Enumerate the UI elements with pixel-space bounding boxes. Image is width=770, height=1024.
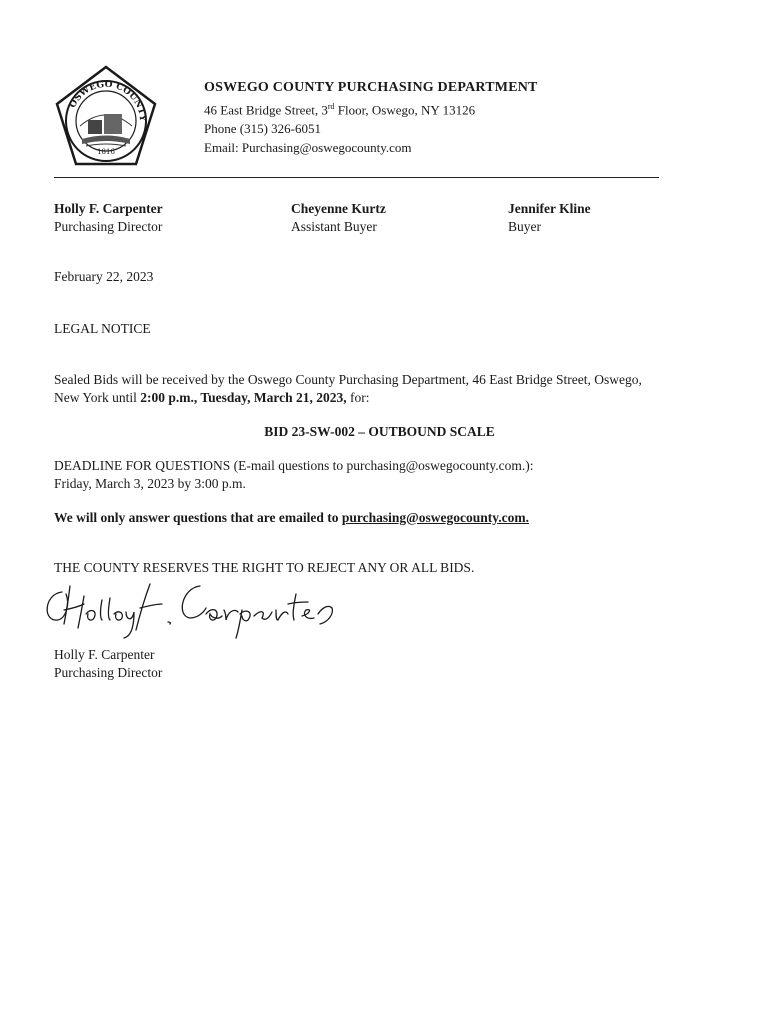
department-name: OSWEGO COUNTY PURCHASING DEPARTMENT [204, 80, 538, 95]
letterhead [204, 78, 538, 157]
signer-block [54, 646, 162, 682]
bid-title: BID 23-SW-002 – OUTBOUND SCALE [264, 424, 495, 439]
seal-year: 1816 [97, 148, 115, 156]
notice-date: February 22, 2023 [54, 269, 154, 284]
signer-name: Holly F. Carpenter [54, 647, 155, 662]
county-seal-icon [52, 64, 160, 172]
reservation-statement: THE COUNTY RESERVES THE RIGHT TO REJECT ANY OR ALL BIDS. [54, 560, 475, 575]
staff-assistant-buyer: Cheyenne Kurtz Assistant Buyer [291, 201, 386, 234]
signer-title: Purchasing Director [54, 665, 163, 680]
staff-buyer: Jennifer Kline Buyer [508, 201, 591, 234]
seal-lettering: OSWEGO COUNTY [68, 79, 148, 122]
questions-deadline: DEADLINE FOR QUESTIONS (E-mail questions to purchasing@oswegocounty.com.): Friday, March 3, 2023 by 3:00 p.m. [54, 458, 534, 491]
handwritten-signature [40, 574, 340, 642]
purchasing-email-link[interactable]: purchasing@oswegocounty.com. [341, 510, 529, 525]
notice-intro: Sealed Bids will be received by the Oswego County Purchasing Department, 46 East Bridge Street, Oswego, New York until 2:00 p.m., Tuesday, March 21, 2023, for: [54, 372, 642, 405]
email-note: We will only answer questions that are emailed to purchasing@oswegocounty.com. [54, 510, 529, 525]
notice-heading: LEGAL NOTICE [54, 321, 151, 336]
department-address: 46 East Bridge Street, 3rd Floor, Oswego, NY 13126 [204, 102, 476, 118]
department-phone: Phone (315) 326-6051 [204, 121, 321, 137]
staff-director: Holly F. Carpenter Purchasing Director [54, 201, 163, 234]
department-email: Email: Purchasing@oswegocounty.com [204, 140, 412, 156]
header-divider [54, 177, 659, 178]
